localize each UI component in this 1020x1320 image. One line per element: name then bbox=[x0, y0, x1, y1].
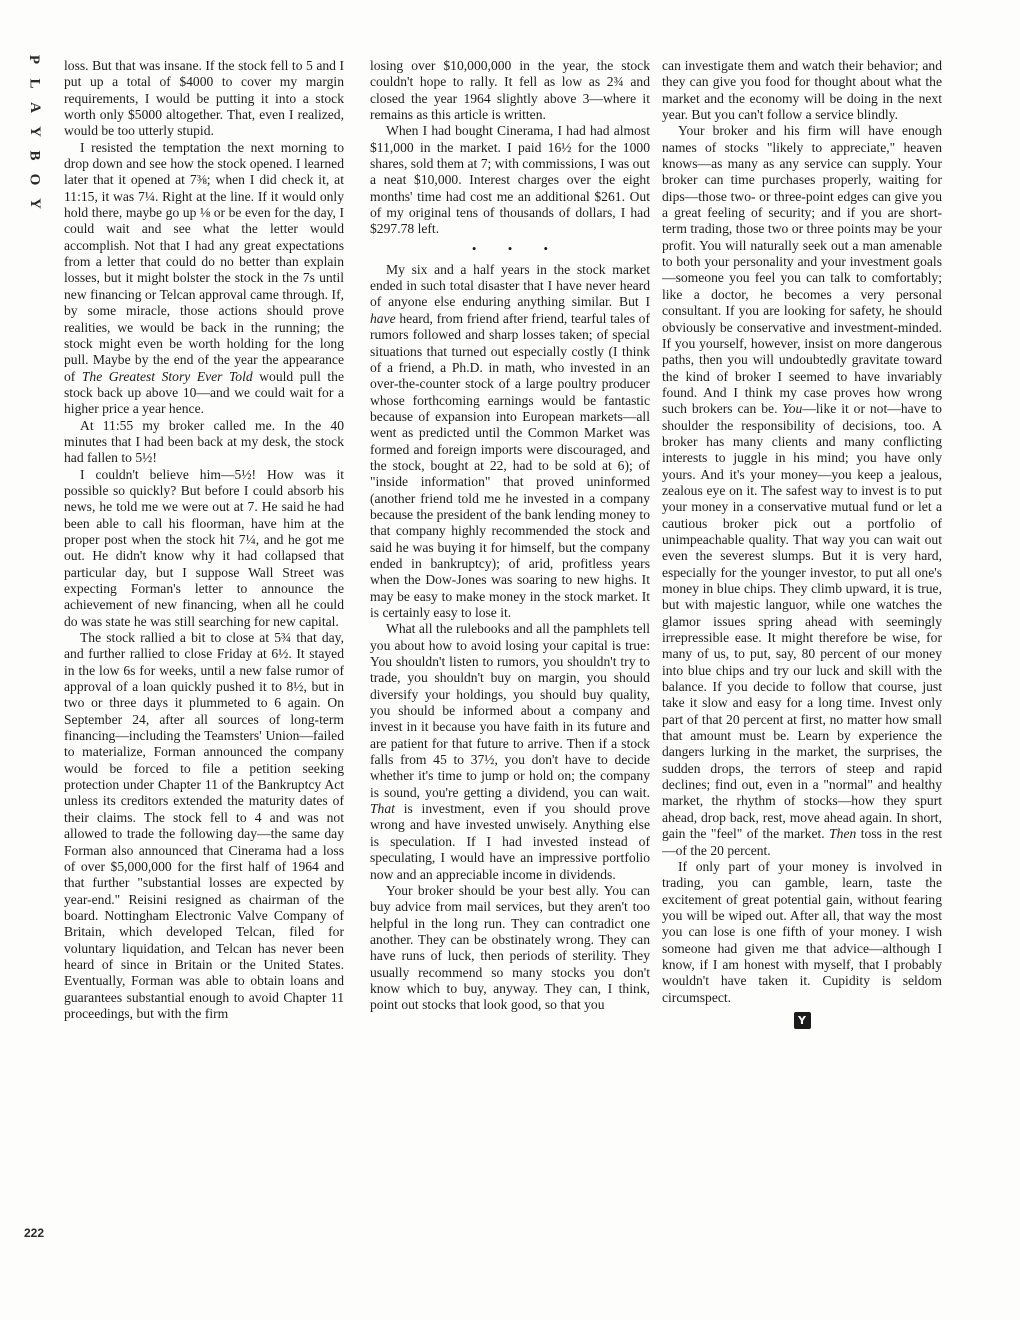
brand-letter: O bbox=[26, 173, 43, 186]
paragraph: Your broker should be your best ally. You can buy advice from mail services, but they aren't too helpful in the long run. They can contradict one another. They can be obstinately wrong. They can have runs of luck, then periods of sterility. They usually recommend so many stocks you don't know which to buy, anyway. They can, I think, point out stocks that look good, so that you bbox=[370, 882, 650, 1013]
rabbit-head-icon: Y bbox=[794, 1012, 811, 1029]
text-column-2 bbox=[370, 58, 650, 1253]
paragraph: At 11:55 my broker called me. In the 40 minutes that I had been back at my desk, the stock had fallen to 5½! bbox=[64, 417, 344, 466]
text-column-3 bbox=[662, 58, 942, 1253]
magazine-brand-vertical bbox=[22, 52, 46, 211]
end-of-article-mark bbox=[662, 1012, 942, 1029]
brand-letter: P bbox=[26, 54, 43, 65]
paragraph: If only part of your money is involved in trading, you can gamble, learn, taste the excitement of great potential gain, without fearing you will be wiped out. After all, that way the most you can lose is one fifth of your money. I wish someone had given me that advice—although I know, if I am honest with myself, that I probably wouldn't have taken it. Cupidity is seldom circumspect. bbox=[662, 858, 942, 1005]
paragraph: When I had bought Cinerama, I had had almost $11,000 in the market. I paid 16½ for the 1000 shares, sold them at 7; with commissions, I was out a neat $10,000. Interest charges over the eight months' time had cost me an additional $261. Out of my original tens of thousands of dollars, I had $297.78 left. bbox=[370, 123, 650, 237]
brand-letter: Y bbox=[26, 198, 43, 209]
brand-letter: Y bbox=[26, 126, 43, 137]
paragraph: What all the rulebooks and all the pamphlets tell you about how to avoid losing your capital is true: You shouldn't listen to rumors, you shouldn't try to trade, you shouldn't buy on margin, you should diversify your holdings, you should buy quality, you should be informed about a company and invest in it because you have faith in its future and are patient for that future to arrive. Then if a stock falls from 45 to 37½, you don't have to decide whether it's time to jump or hold on; the company is sound, you're getting a dividend, you can wait. That is investment, even if you should prove wrong and have invested unwisely. Anything else is speculation. If I had invested instead of speculating, I would have an impressive portfolio now and an appreciable income in dividends. bbox=[370, 621, 650, 882]
paragraph: losing over $10,000,000 in the year, the stock couldn't hope to rally. It fell as low as 2¾ and closed the year 1964 slightly above 3—where it remains as this article is written. bbox=[370, 58, 650, 123]
brand-letter: A bbox=[26, 102, 43, 113]
paragraph: I couldn't believe him—5½! How was it possible so quickly? But before I could absorb his news, he told me we were out at 7. He said he had been able to call his floorman, have him at the proper post when the stock hit 7¼, and he got me out. He didn't know why it had collapsed that particular day, but I suppose Wall Street was expecting Forman's letter to announce the achievement of new financing, when all he could do was state he was still searching for new capital. bbox=[64, 466, 344, 629]
paragraph: Your broker and his firm will have enough names of stocks "likely to appreciate," heaven knows—as many as any service can supply. Your broker can time purchases properly, waiting for dips—those two- or three-point edges can give you a great feeling of security; and if you are short-term trading, those two or three points may be your profit. You will naturally seek out a man amenable to both your personality and your investment goals—someone you feel you can talk to comfortably; like a doctor, he becomes a very personal consultant. If you are looking for safety, he should obviously be conservative and investment-minded. If you yourself, however, insist on more dangerous paths, then you will undoubtedly gravitate toward the kind of broker I seemed to have invariably found. And I think my case proves how wrong such brokers can be. You—like it or not—have to shoulder the responsibility of decisions, too. A broker has many clients and many conflicting interests to juggle in his mind; you have only yours. And it's your money—you keep a jealous, zealous eye on it. The safest way to invest is to put your money in a conservative mutual fund or let a cautious broker pick out a portfolio of unimpeachable quality. That way you can wait out even the severest slumps. But it is very hard, especially for the younger investor, to put all one's money in blue chips. They climb upward, it is true, but with majestic languor, while one watches the glamor issues spring ahead with seemingly irrepressible ease. It might therefore be wise, for many of us, to put, say, 80 percent of our money into blue chips and try our luck and skill with the balance. If you decide to follow that course, just take it slow and easy for a long time. Invest only part of that 20 percent at first, no matter how small that amount must be. Learn by experience the dangers lurking in the market, the surprises, the sudden drops, the terrors of steep and rapid declines; find out, even in a "normal" and healthy market, the rhythm of stocks—how they spurt ahead, drop back, rest, move ahead again. In short, gain the "feel" of the market. Then toss in the rest—of the 20 percent. bbox=[662, 123, 942, 858]
paragraph: The stock rallied a bit to close at 5¾ that day, and further rallied to close Friday at 6½. It stayed in the low 6s for weeks, until a new false rumor of approval of a loan quickly pushed it to 8½, but in two or three days it plummeted to 6 again. On September 24, after all sources of long-term financing—including the Teamsters' Union—failed to materialize, Forman announced the company would be forced to file a petition seeking protection under Chapter 11 of the Bankruptcy Act unless its creditors extended the maturity dates of their claims. The stock fell to 4 and was not allowed to trade the following day—the same day Forman also announced that Cinerama had a loss of over $5,000,000 for the first half of 1964 and that further "substantial losses are expected by year-end." Reisini resigned as chairman of the board. Nottingham Electronic Valve Company of Britain, which developed Telcan, filed for voluntary liquidation, and Telcan has never been heard of since in Britain or the United States. Eventually, Forman was able to obtain loans and guarantees substantial enough to avoid Chapter 11 proceedings, but with the firm bbox=[64, 630, 344, 1021]
paragraph: loss. But that was insane. If the stock fell to 5 and I put up a total of $4000 to cover my margin requirements, I would be putting it into a stock worth only $5000 altogether. That, even I realized, would be too utterly stupid. bbox=[64, 58, 344, 139]
paragraph: I resisted the temptation the next morning to drop down and see how the stock opened. I learned later that it opened at 7⅜; when I did check it, at 11:15, it was 7¼. Right at the line. If it would only hold there, maybe go up ⅛ or be even for the day, I could wait and see what the letter would accomplish. Not that I had any great expectations from a letter that could do no better than explain losses, but it might bolster the stock in the 7s until new financing or Telcan approval came through. If, by some miracle, those actions should prove realities, we would be back in the running; the stock might even be worth holding for the long pull. Maybe by the end of the year the appearance of The Greatest Story Ever Told would pull the stock back up above 10—and we could wait for a higher price a year hence. bbox=[64, 139, 344, 417]
page-number: 222 bbox=[24, 1226, 45, 1240]
film-title: The Greatest Story Ever Told bbox=[81, 368, 253, 384]
brand-letter: B bbox=[26, 150, 43, 161]
paragraph: My six and a half years in the stock market ended in such total disaster that I have never heard of anyone else enduring anything similar. But I have heard, from friend after friend, tearful tales of rumors followed and sharp losses taken; of special situations that turned out especially costly (I think of a friend, a Ph.D. in math, who invested in an over-the-counter stock of a large poultry producer whose forthcoming earnings would be fantastic because of expansion into European markets—all went as predicted until the Common Market was formed and foreign imports were discouraged, and the stock, bought at 22, had to be sold at 6); of "inside information" that proved uninformed (another friend told me he invested in a company because the president of the bank lending money to that company highly recommended the stock and said he was buying it for himself, but the company ended in bankruptcy); of arid, profitless years when the Dow-Jones was soaring to new highs. It may be easy to make money in the stock market. It is certainly easy to lose it. bbox=[370, 261, 650, 620]
paragraph: can investigate them and watch their behavior; and they can give you food for thought about what the market and the economy will be doing in the next year. But you can't follow a service blindly. bbox=[662, 58, 942, 123]
section-separator: • • • bbox=[471, 240, 563, 256]
text-column-1 bbox=[64, 58, 344, 1253]
brand-letter: L bbox=[26, 78, 43, 89]
